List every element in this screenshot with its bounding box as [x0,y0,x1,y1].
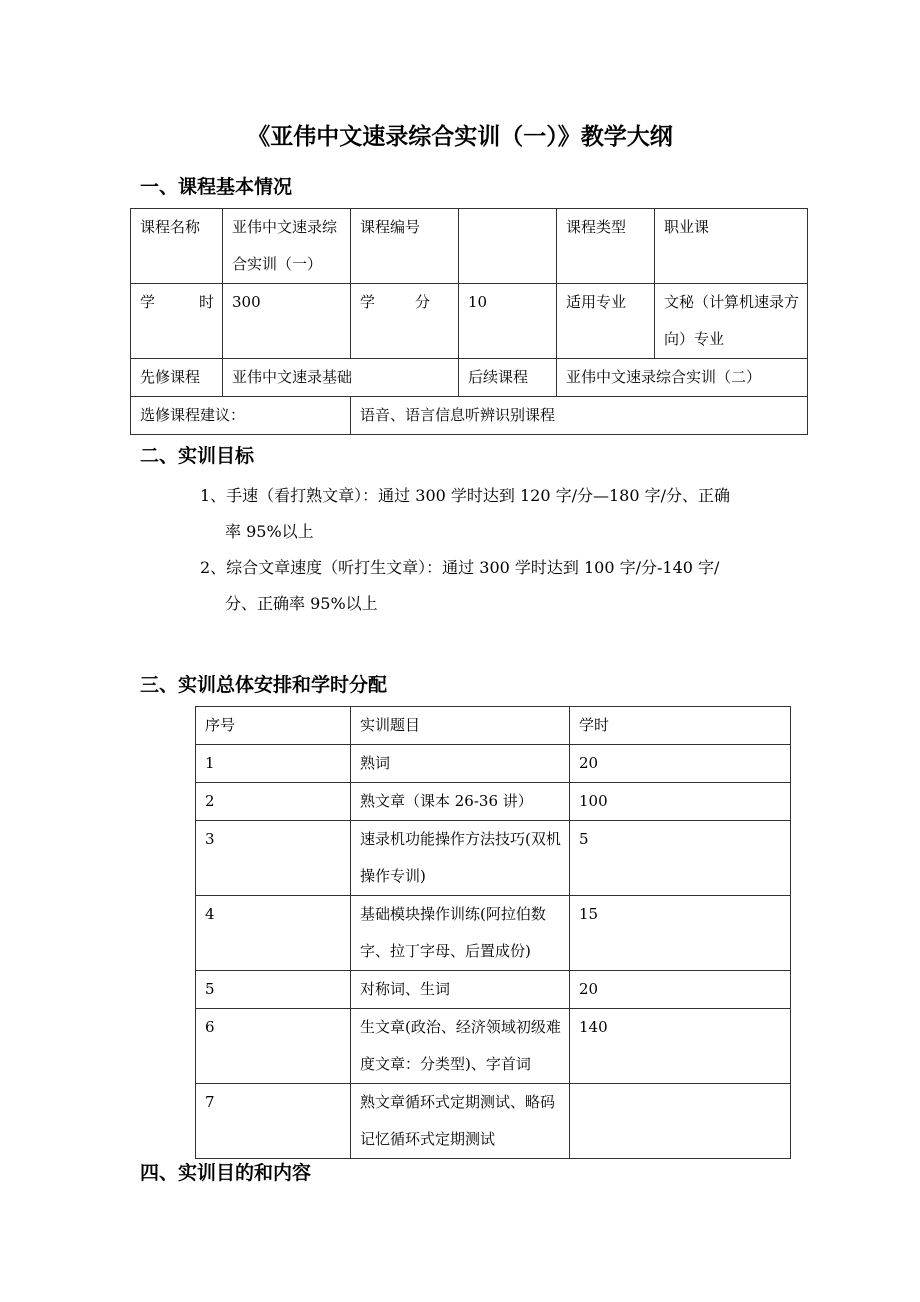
section-heading-4: 四、实训目的和内容 [140,1162,312,1184]
row-topic: 熟文章（课本 26-36 讲） [351,783,570,821]
section-heading-1: 一、课程基本情况 [140,176,293,198]
row-index: 1 [196,745,351,783]
row-hours: 100 [570,783,791,821]
course-name: 亚伟中文速录综合实训（一） [223,209,351,284]
goal-2-line-1: 2、综合文章速度（听打生文章）：通过 300 学时达到 100 字/分-140 字/ [200,558,720,577]
hours-label-1: 学 [140,293,156,311]
followup-label: 后续课程 [459,359,557,397]
row-hours: 20 [570,745,791,783]
row-index: 7 [196,1084,351,1159]
row-topic: 熟词 [351,745,570,783]
followup: 亚伟中文速录综合实训（二） [557,359,808,397]
major-label: 适用专业 [557,284,655,359]
row-hours [570,1084,791,1159]
section-heading-3: 三、实训总体安排和学时分配 [140,674,388,696]
table-row [196,896,791,971]
row-hours: 140 [570,1009,791,1084]
row-hours: 20 [570,971,791,1009]
table-row [196,745,791,783]
table-row [196,971,791,1009]
row-topic: 生文章(政治、经济领域初级难度文章：分类型)、字首词 [351,1009,570,1084]
table-row [196,783,791,821]
row-index: 3 [196,821,351,896]
header-topic: 实训题目 [351,707,570,745]
schedule-table [195,706,791,1159]
row-hours: 5 [570,821,791,896]
row-index: 2 [196,783,351,821]
row-hours: 15 [570,896,791,971]
credits-label [351,284,459,359]
credits-label-2: 分 [414,293,430,311]
course-name-label: 课程名称 [131,209,223,284]
course-code-label: 课程编号 [351,209,459,284]
course-type: 职业课 [655,209,808,284]
hours-label [131,284,223,359]
header-hours: 学时 [570,707,791,745]
hours: 300 [223,284,351,359]
elective-label: 选修课程建议： [131,397,351,435]
table-header-row [196,707,791,745]
major: 文秘（计算机速录方向）专业 [655,284,808,359]
row-topic: 速录机功能操作方法技巧(双机操作专训) [351,821,570,896]
elective: 语音、语言信息听辨识别课程 [351,397,808,435]
row-topic: 对称词、生词 [351,971,570,1009]
table-row [196,1084,791,1159]
credits-label-1: 学 [360,293,376,311]
row-topic: 熟文章循环式定期测试、略码记忆循环式定期测试 [351,1084,570,1159]
table-row [196,1009,791,1084]
course-type-label: 课程类型 [557,209,655,284]
header-index: 序号 [196,707,351,745]
goal-2-line-2: 分、正确率 95%以上 [225,594,378,613]
row-index: 5 [196,971,351,1009]
hours-label-2: 时 [198,293,214,311]
credits: 10 [459,284,557,359]
goal-1-line-2: 率 95%以上 [225,522,314,541]
table-row [196,821,791,896]
course-info-table [130,208,808,435]
row-index: 6 [196,1009,351,1084]
prereq: 亚伟中文速录基础 [223,359,459,397]
row-topic: 基础模块操作训练(阿拉伯数字、拉丁字母、后置成份) [351,896,570,971]
course-code [459,209,557,284]
goal-1-line-1: 1、手速（看打熟文章）：通过 300 学时达到 120 字/分—180 字/分、正确 [200,486,731,505]
section-heading-2: 二、实训目标 [140,445,255,467]
document-title: 《亚伟中文速录综合实训（一）》教学大纲 [247,123,673,150]
row-index: 4 [196,896,351,971]
prereq-label: 先修课程 [131,359,223,397]
